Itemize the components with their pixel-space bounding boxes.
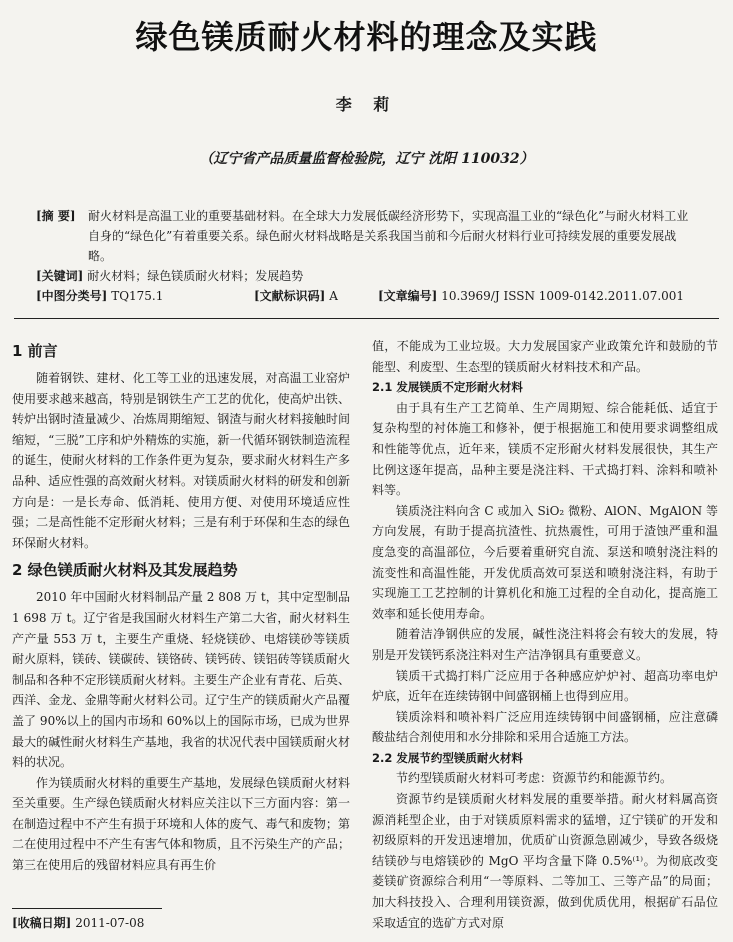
section-1-heading: 1 前言	[12, 342, 58, 360]
section-2-paragraph-1: 2010 年中国耐火材料制品产量 2 808 万 t，其中定型制品 1 698 万 t。辽宁省是我国耐火材料生产第二大省，耐火材料生产产量 553 万 t，主要生产重烧、轻烧镁砂、电熔镁砂等镁质耐火原料，镁砖、镁碳砖、镁铬砖、镁钙砖、镁铝砖等镁质耐火制品和各种不定形镁质耐火材料。主要生产企业有青花、后英、西洋、金龙、金鼎等耐火材料公司。辽宁生产的镁质耐火产品覆盖了 90%以上的国内市场和 60%以上的国际市场，已成为世界最大的碱性耐火材料生产基地，我省的状况代表中国镁质耐火材料的状况。	[12, 590, 350, 770]
section-2-1-paragraph-4: 镁质干式捣打料广泛应用于各种感应炉炉衬、超高功率电炉炉底，近年在连续铸钢中间盛钢桶上也得到应用。	[372, 668, 718, 704]
paper-title: 绿色镁质耐火材料的理念及实践	[135, 18, 598, 56]
author-name: 李 莉	[335, 95, 398, 114]
section-2-paragraph-2: 作为镁质耐火材料的重要生产基地，发展绿色镁质耐火材料至关重要。生产绿色镁质耐火材料应关注以下三方面内容：第一在制造过程中不产生有损于环境和人体的废气、毒气和废物；第二在使用过程中不产生有害气体和物质，且不污染生产的产品；第三在使用后的残留材料应具有再生价	[12, 775, 350, 873]
keywords-label: [关键词]	[36, 269, 84, 283]
doc-code-value: A	[329, 289, 338, 303]
article-number-value: 10.3969/J ISSN 1009-0142.2011.07.001	[441, 289, 685, 303]
author-affiliation: （辽宁省产品质量监督检验院，辽宁 沈阳 110032）	[199, 151, 534, 167]
footnote-divider	[12, 908, 162, 909]
abstract-text: 耐火材料是高温工业的重要基础材料。在全球大力发展低碳经济形势下，实现高温工业的“绿色化”与耐火材料工业自身的“绿色化”有着重要关系。绿色耐火材料战略是关系我国当前和今后耐火材料行业可持续发展的重要发展战略。	[88, 209, 689, 263]
classification-line	[36, 286, 696, 306]
left-column	[12, 336, 350, 876]
clc-label: [中图分类号]	[36, 289, 108, 303]
continued-paragraph: 值，不能成为工业垃圾。大力发展国家产业政策允许和鼓励的节能型、利废型、生态型的镁质耐火材料技术和产品。	[372, 339, 718, 374]
section-2-2-paragraph-2: 资源节约是镁质耐火材料发展的重要举措。耐火材料属高资源消耗型企业，由于对镁质原料需求的猛增，辽宁镁矿的开发和初级原料的开发迅速增加，优质矿山资源急剧减少，导致各级烧结镁砂与电熔镁砂的 MgO 平均含量下降 0.5%⁽¹⁾。为彻底改变菱镁矿资源综合利用“一等原料、二等加工、三等产品”的局面；加大科技投入、合理利用镁资源，做到优质优用，根据矿石品位采取适宜的选矿方式对原	[372, 792, 718, 930]
section-1-paragraph: 随着钢铁、建材、化工等工业的迅速发展，对高温工业窑炉使用要求越来越高，特别是钢铁生产工艺的优化，使高炉出铁、转炉出钢时渣量减少、冶炼周期缩短、钢渣与耐火材料接触时间缩短，“三脱”工序和炉外精炼的实施，新一代循环钢铁制造流程的诞生，使耐火材料的工作条件更为复杂，要求耐火材料生产多品种、适应性强的高效耐火材料。对镁质耐火材料的研发和创新方向是：一是长寿命、低消耗、使用方便、对使用环境适应性强；二是高性能不定形耐火材料；三是有利于环保和生态的绿色环保耐火材料。	[12, 371, 350, 550]
doc-code-label: [文献标识码]	[254, 289, 326, 303]
received-date-value: 2011-07-08	[75, 916, 145, 930]
keywords-line	[36, 266, 696, 286]
clc-value: TQ175.1	[111, 289, 164, 303]
received-date-label: [收稿日期]	[12, 916, 72, 930]
section-2-2-paragraph-1: 节约型镁质耐火材料可考虑：资源节约和能源节约。	[396, 771, 673, 786]
section-2-2-heading: 2.2 发展节约型镁质耐火材料	[372, 750, 523, 765]
section-2-1-paragraph-3: 随着洁净钢供应的发展，碱性浇注料将会有较大的发展，特别是开发镁钙系浇注料对生产洁净钢具有重要意义。	[372, 627, 718, 662]
header-divider	[14, 318, 719, 319]
received-date-footnote	[12, 914, 144, 931]
section-2-1-paragraph-5: 镁质涂料和喷补料广泛应用连续铸钢中间盛钢桶，应注意磷酸盐结合剂使用和水分排除和采用合适施工方法。	[372, 709, 718, 745]
section-2-1-paragraph-2: 镁质浇注料向含 C 或加入 SiO₂ 微粉、AlON、MgAlON 等方向发展，有助于提高抗渣性、抗热震性，可用于渣蚀严重和温度急变的高温部位，今后要着重研究自流、泵送和喷射浇注料的流变性和高温性能，开发优质高效可泵送和喷射浇注料，有助于实现施工工艺控制的计算机化和施工过程的全自动化，提高施工效率和延长使用寿命。	[372, 503, 718, 621]
keywords-text: 耐火材料；绿色镁质耐火材料；发展趋势	[87, 269, 304, 283]
section-2-1-paragraph-1: 由于具有生产工艺简单、生产周期短、综合能耗低、适宜于复杂构型的衬体施工和修补，便于根据施工和使用要求调整组成和性能等优点，近年来，镁质不定形耐火材料发展很快，其生产比例这逐年提高，品种主要是浇注料、干式捣打料、涂料和喷补料等。	[372, 400, 718, 498]
abstract-label: [摘 要]	[36, 209, 76, 223]
section-2-heading: 2 绿色镁质耐火材料及其发展趋势	[12, 561, 238, 580]
abstract-block	[36, 206, 696, 306]
right-column	[372, 336, 718, 933]
section-2-1-heading: 2.1 发展镁质不定形耐火材料	[372, 380, 523, 395]
article-number-label: [文章编号]	[378, 289, 438, 303]
